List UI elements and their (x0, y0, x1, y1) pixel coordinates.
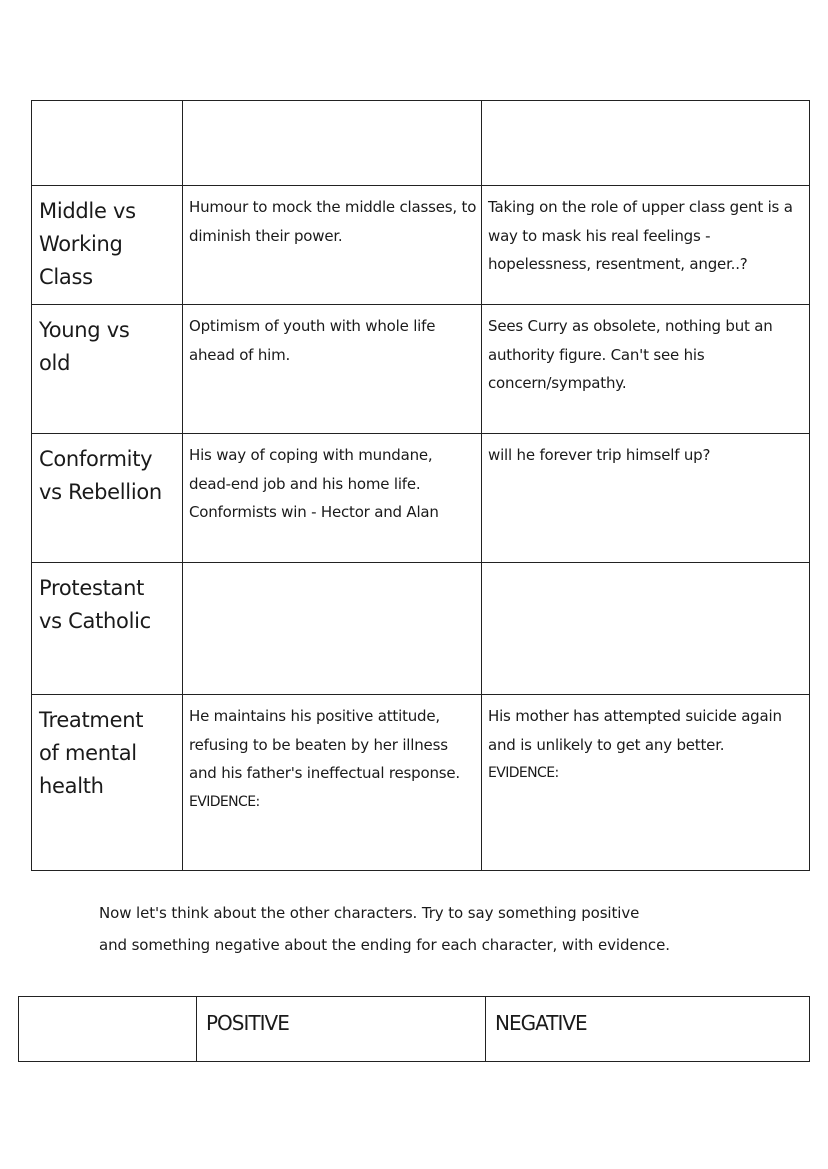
negative-header: NEGATIVE (486, 997, 810, 1062)
table-header-row (32, 101, 810, 186)
character-name-cell[interactable] (19, 997, 197, 1062)
note-text: Humour to mock the middle classes, to diminish their power. (189, 198, 477, 245)
instructions-line: Now let's think about the other characters. Try to say something positive (99, 904, 640, 922)
note-cell[interactable] (482, 186, 810, 305)
header-cell-col2[interactable] (183, 101, 482, 186)
note-text: His mother has attempted suicide again and is unlikely to get any better. (488, 707, 782, 754)
themes-table (31, 100, 810, 871)
note-cell[interactable] (482, 695, 810, 871)
note-cell[interactable] (482, 563, 810, 695)
table-header-row (19, 997, 810, 1062)
note-text: His way of coping with mundane, dead-end job and his home life. Conformists win - Hector and Alan (189, 446, 439, 521)
theme-cell: Treatment of mental health (32, 695, 183, 871)
note-text: will he forever trip himself up? (488, 446, 711, 464)
instructions-text (99, 897, 739, 961)
theme-cell: Young vs old (32, 305, 183, 434)
table-row (32, 305, 810, 434)
characters-table (18, 996, 810, 1062)
header-cell-theme[interactable] (32, 101, 183, 186)
note-cell[interactable] (183, 695, 482, 871)
header-cell-col3[interactable] (482, 101, 810, 186)
note-text: He maintains his positive attitude, refusing to be beaten by her illness and his father's ineffectual response. (189, 707, 460, 782)
positive-header: POSITIVE (197, 997, 486, 1062)
note-cell[interactable] (482, 305, 810, 434)
theme-cell: Protestant vs Catholic (32, 563, 183, 695)
note-text: Sees Curry as obsolete, nothing but an authority figure. Can't see his concern/sympathy. (488, 317, 773, 392)
table-row (32, 186, 810, 305)
note-cell[interactable] (183, 563, 482, 695)
instructions-line: and something negative about the ending for each character, with evidence. (99, 936, 670, 954)
note-text: Taking on the role of upper class gent is a way to mask his real feelings - hopelessness, resentment, anger..? (488, 198, 793, 273)
note-text: Optimism of youth with whole life ahead of him. (189, 317, 436, 364)
theme-cell: Conformity vs Rebellion (32, 434, 183, 563)
evidence-label: EVIDENCE: (488, 765, 559, 781)
note-cell[interactable] (482, 434, 810, 563)
note-cell[interactable] (183, 305, 482, 434)
table-row (32, 563, 810, 695)
table-row (32, 434, 810, 563)
theme-cell: Middle vs Working Class (32, 186, 183, 305)
note-cell[interactable] (183, 434, 482, 563)
table-row (32, 695, 810, 871)
evidence-label: EVIDENCE: (189, 793, 260, 810)
note-cell[interactable] (183, 186, 482, 305)
